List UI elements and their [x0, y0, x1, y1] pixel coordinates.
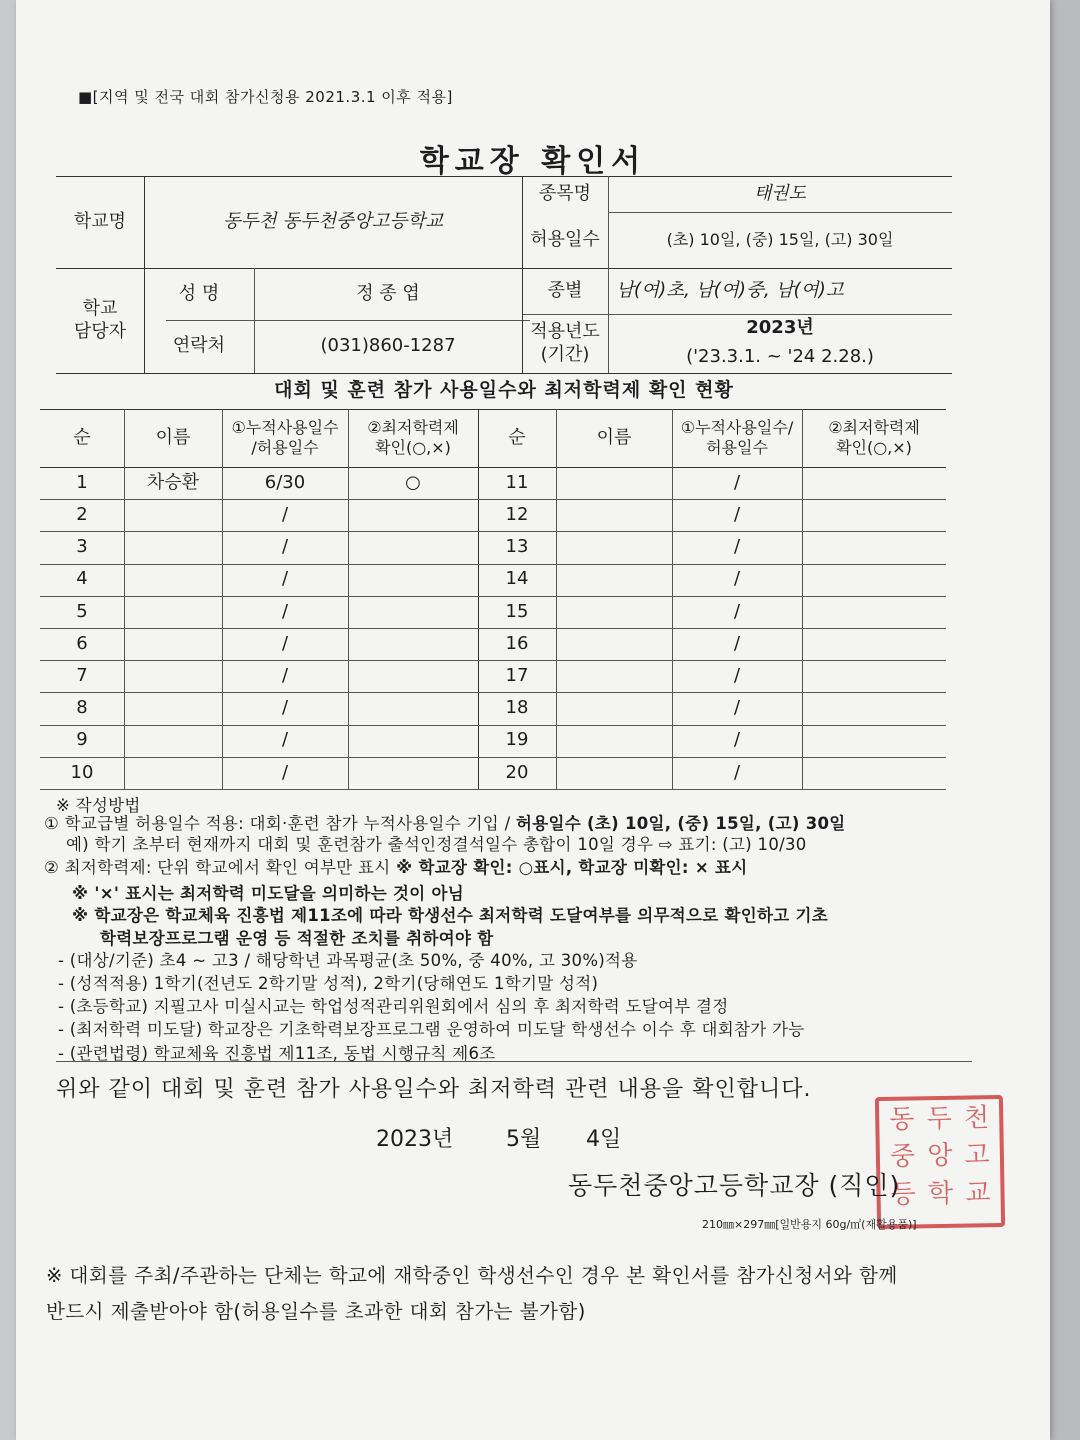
table-cell-no: 13 — [505, 536, 529, 558]
table-cell-no: 18 — [505, 697, 529, 719]
note-1a-bold: 허용일수 (초) 10일, (중) 15일, (고) 30일 — [516, 814, 846, 833]
table-cell-days: / — [281, 568, 289, 590]
table-cell-no: 1 — [76, 471, 88, 493]
table-cell-name — [124, 660, 222, 692]
table-cell-days: / — [281, 504, 289, 526]
table-cell-no: 14 — [505, 568, 529, 590]
year-value: 2023년 — [746, 316, 814, 338]
footer-note-1: ※ 대회를 주최/주관하는 단체는 학교에 재학중인 학생선수인 경우 본 확인서를 참가신청서와 함께 — [46, 1264, 898, 1287]
gender-label: 종별 — [547, 279, 583, 301]
table-cell-check — [348, 628, 478, 660]
table-cell-no: 5 — [76, 600, 88, 622]
manager-label: 학교 담당자 — [73, 298, 127, 342]
table-cell-days: / — [733, 471, 741, 493]
table-cell-name — [124, 596, 222, 628]
table-cell-no: 7 — [76, 665, 88, 687]
table-cell-no: 2 — [76, 504, 88, 526]
date-day: 4일 — [586, 1127, 622, 1152]
note-2b: ※ '×' 표시는 최저학력 미도달을 의미하는 것이 아님 — [72, 884, 465, 903]
table-cell-days: / — [733, 729, 741, 751]
table-cell-check — [802, 564, 946, 596]
table-cell-name — [124, 531, 222, 563]
table-cell-check — [348, 531, 478, 563]
col-header-days-right: ①누적사용일수/ 허용일수 — [680, 418, 794, 457]
contact-value: (031)860-1287 — [320, 335, 456, 357]
table-cell-check — [348, 564, 478, 596]
document-page — [16, 0, 1050, 1440]
table-cell-name — [556, 499, 672, 531]
table-cell-name — [556, 564, 672, 596]
table-cell-no: 15 — [505, 600, 529, 622]
table-cell-days: / — [733, 504, 741, 526]
table-cell-name — [124, 757, 222, 789]
table-cell-no: 8 — [76, 697, 88, 719]
table-cell-days: / — [281, 761, 289, 783]
table-cell-name — [124, 499, 222, 531]
table-cell-check — [802, 757, 946, 789]
col-header-no: 순 — [73, 426, 91, 448]
signature: 동두천중앙고등학교장 (직인) — [568, 1171, 901, 1200]
table-cell-check — [802, 467, 946, 499]
table-cell-check — [348, 660, 478, 692]
table-cell-name — [556, 757, 672, 789]
table-cell-days: / — [733, 761, 741, 783]
col-header-check: ②최저학력제 확인(○,×) — [367, 418, 459, 457]
col-header-check-right: ②최저학력제 확인(○,×) — [828, 418, 920, 457]
table-cell-days: / — [733, 600, 741, 622]
footer-note-2: 반드시 제출받아야 함(허용일수를 초과한 대회 참가는 불가함) — [46, 1300, 586, 1323]
table-cell-days: / — [733, 697, 741, 719]
name-label: 성 명 — [178, 282, 220, 304]
col-header-no-right: 순 — [508, 426, 526, 448]
year-label: 적용년도 (기간) — [530, 321, 600, 365]
table-cell-no: 11 — [505, 471, 529, 493]
table-cell-no: 12 — [505, 504, 529, 526]
table-cell-check — [802, 692, 946, 724]
table-row-line — [478, 789, 946, 790]
note-2a — [44, 854, 748, 878]
detail-3: - (초등학교) 지필고사 미실시교는 학업성적관리위원회에서 심의 후 최저학력 도달여부 결정 — [58, 997, 729, 1016]
table-cell-check — [802, 531, 946, 563]
note-2a-text: ② 최저학력제: 단위 학교에서 확인 여부만 표시 — [44, 858, 397, 877]
table-cell-name — [556, 725, 672, 757]
table-cell-days: / — [281, 697, 289, 719]
official-seal: 동 두 천 중 앙 고 등 학 교 — [875, 1095, 1005, 1229]
table-cell-check: ○ — [405, 471, 421, 493]
note-2d: 학력보장프로그램 운영 등 적절한 조치를 취하여야 함 — [100, 929, 494, 948]
allow-value: (초) 10일, (중) 15일, (고) 30일 — [666, 230, 894, 249]
note-2a-bold: ※ 학교장 확인: ○표시, 학교장 미확인: × 표시 — [396, 858, 748, 877]
sport-label: 종목명 — [538, 182, 592, 204]
notes-divider — [56, 1061, 972, 1062]
detail-1: - (대상/기준) 초4 ~ 고3 / 해당학년 과목평균(초 50%, 중 40%, 고 30%)적용 — [58, 951, 638, 970]
detail-5: - (관련법령) 학교체육 진흥법 제11조, 동법 시행규칙 제6조 — [58, 1044, 496, 1063]
table-cell-name — [556, 596, 672, 628]
table-cell-no: 3 — [76, 536, 88, 558]
table-cell-days: / — [281, 600, 289, 622]
table-cell-check — [802, 725, 946, 757]
table-cell-no: 17 — [505, 665, 529, 687]
table-cell-name: 차승환 — [146, 471, 200, 493]
table-cell-name — [124, 564, 222, 596]
table-cell-days: / — [281, 665, 289, 687]
sport-value: 태권도 — [753, 182, 807, 204]
table-cell-check — [802, 596, 946, 628]
table-cell-days: / — [281, 729, 289, 751]
table-cell-days: / — [733, 536, 741, 558]
contact-label: 연락처 — [172, 335, 226, 357]
table-cell-days: / — [281, 632, 289, 654]
allow-label: 허용일수 — [530, 228, 600, 250]
table-cell-check — [348, 499, 478, 531]
table-cell-check — [348, 757, 478, 789]
table-cell-check — [348, 596, 478, 628]
note-1b: 예) 학기 초부터 현재까지 대회 및 훈련참가 출석인정결석일수 총합이 10일 경우 ⇨ 표기: (고) 10/30 — [66, 835, 807, 854]
status-title: 대회 및 훈련 참가 사용일수와 최저학력제 확인 현황 — [274, 379, 734, 402]
col-header-name: 이름 — [155, 426, 191, 448]
confirm-text: 위와 같이 대회 및 훈련 참가 사용일수와 최저학력 관련 내용을 확인합니다. — [56, 1077, 812, 1102]
table-cell-check — [348, 725, 478, 757]
table-cell-name — [124, 628, 222, 660]
gender-value: 남(여)초, 남(여)중, 남(여)고 — [616, 280, 844, 302]
table-cell-no: 9 — [76, 729, 88, 751]
table-cell-no: 20 — [505, 761, 529, 783]
table-cell-no: 16 — [505, 632, 529, 654]
table-cell-days: / — [733, 665, 741, 687]
table-cell-name — [556, 531, 672, 563]
table-cell-no: 4 — [76, 568, 88, 590]
table-cell-check — [348, 692, 478, 724]
form-label: ■[지역 및 전국 대회 참가신청용 2021.3.1 이후 적용] — [78, 88, 453, 106]
table-cell-name — [556, 467, 672, 499]
date-year: 2023년 — [376, 1127, 454, 1152]
table-cell-check — [802, 628, 946, 660]
paper-spec: 210㎜×297㎜[일반용지 60g/㎡(재활용품)] — [702, 1218, 917, 1231]
table-cell-check — [802, 499, 946, 531]
col-header-days: ①누적사용일수 /허용일수 — [231, 418, 339, 457]
table-cell-name — [124, 692, 222, 724]
table-cell-days: / — [281, 536, 289, 558]
note-1a-text: ① 학교급별 허용일수 적용: 대회·훈련 참가 누적사용일수 기입 / — [44, 814, 516, 833]
table-cell-no: 10 — [70, 761, 94, 783]
table-cell-days: / — [733, 568, 741, 590]
table-cell-no: 6 — [76, 632, 88, 654]
notes-heading: ※ 작성방법 — [56, 796, 141, 815]
school-label: 학교명 — [73, 210, 127, 232]
table-cell-name — [556, 628, 672, 660]
page-title: 학교장 확인서 — [419, 144, 647, 179]
school-value: 동두천 동두천중앙고등학교 — [222, 211, 444, 233]
table-cell-check — [802, 660, 946, 692]
table-cell-days: / — [733, 632, 741, 654]
table-cell-days: 6/30 — [264, 471, 306, 493]
detail-2: - (성적적용) 1학기(전년도 2학기말 성적), 2학기(당해연도 1학기말 성적) — [58, 974, 599, 993]
table-cell-name — [124, 725, 222, 757]
detail-4: - (최저학력 미도달) 학교장은 기초학력보장프로그램 운영하여 미도달 학생선수 이수 후 대회참가 가능 — [58, 1020, 805, 1039]
table-row-line — [40, 789, 478, 790]
period-value: ('23.3.1. ~ '24 2.28.) — [686, 345, 874, 367]
table-cell-name — [556, 660, 672, 692]
name-value: 정 종 엽 — [356, 282, 420, 304]
table-cell-no: 19 — [505, 729, 529, 751]
table-cell-name — [556, 692, 672, 724]
note-2c: ※ 학교장은 학교체육 진흥법 제11조에 따라 학생선수 최저학력 도달여부를 의무적으로 확인하고 기초 — [72, 906, 828, 925]
date-month: 5월 — [506, 1127, 542, 1152]
col-header-name-right: 이름 — [596, 426, 632, 448]
